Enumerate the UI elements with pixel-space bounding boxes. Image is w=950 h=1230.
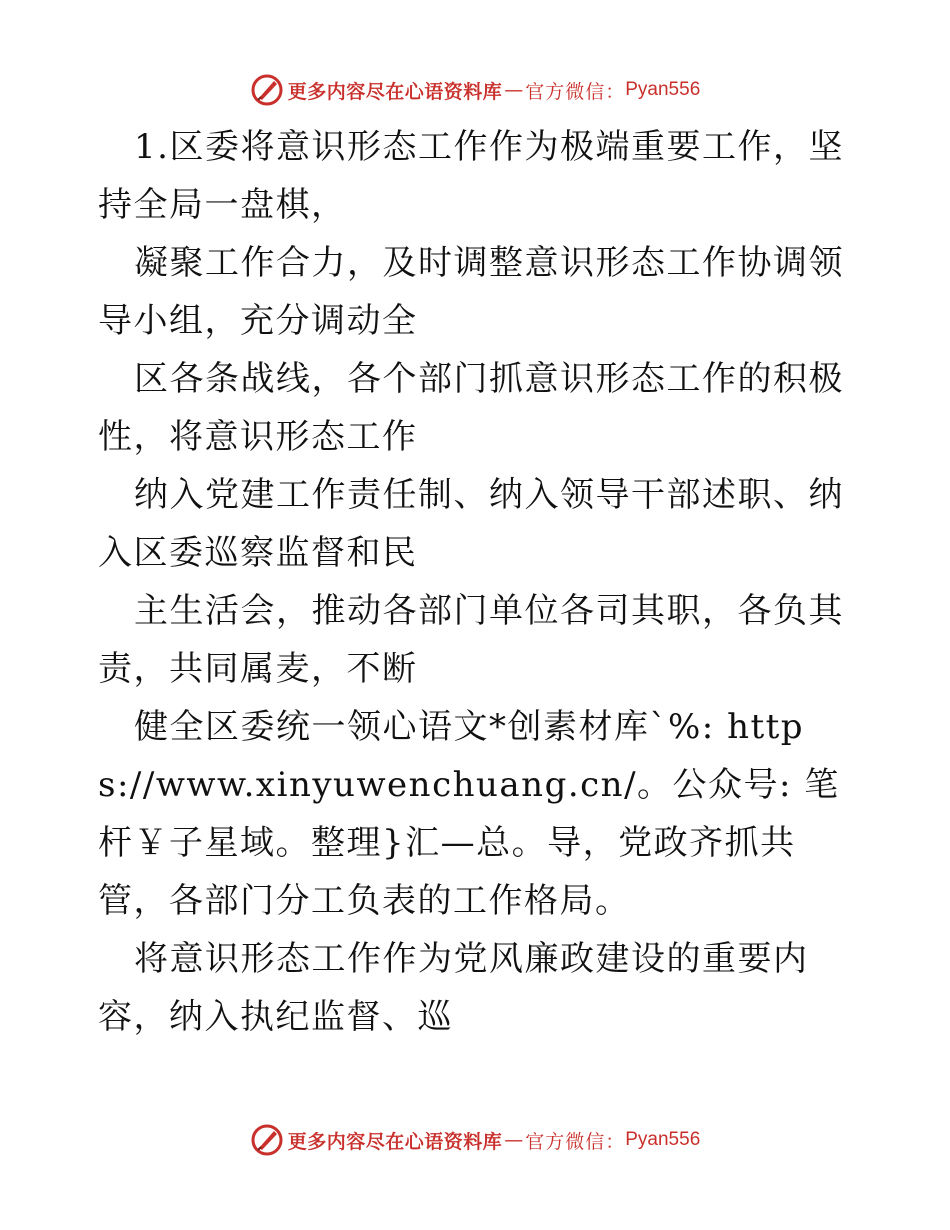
banner-main-text: 更多内容尽在心语资料库 xyxy=(287,80,503,103)
banner-main-text: 更多内容尽在心语资料库 xyxy=(287,1130,503,1153)
paragraph: 1.区委将意识形态工作作为极端重要工作，坚持全局一盘棋， xyxy=(98,127,844,225)
document-body xyxy=(98,118,858,1046)
banner-wechat-label: 官方微信： xyxy=(525,80,626,103)
footer-banner xyxy=(0,1120,950,1160)
quill-seal-icon xyxy=(250,73,284,107)
banner-dash: — xyxy=(504,1129,524,1151)
paragraph: 主生活会，推动各部门单位各司其职，各负其责，共同属麦，不断 xyxy=(98,591,844,689)
banner-wechat-handle: Pyan556 xyxy=(625,79,701,100)
paragraph: 纳入党建工作责任制、纳入领导干部述职、纳入区委巡察监督和民 xyxy=(98,475,844,573)
banner-wechat-label: 官方微信： xyxy=(525,1130,626,1153)
quill-seal-icon xyxy=(250,1123,284,1157)
paragraph: 凝聚工作合力，及时调整意识形态工作协调领导小组，充分调动全 xyxy=(98,243,844,341)
paragraph: 区各条战线，各个部门抓意识形态工作的积极性，将意识形态工作 xyxy=(98,359,844,457)
paragraph: 健全区委统一领心语文*创素材库`%: https://www.xinyuwenchuang.cn/。公众号: 笔杆￥子星域。整理}汇—总。导，党政齐抓共管，各部门分工负表的工作格局。 xyxy=(98,707,840,921)
paragraph: 将意识形态工作作为党风廉政建设的重要内容，纳入执纪监督、巡 xyxy=(98,939,809,1037)
header-banner xyxy=(0,70,950,110)
banner-wechat-handle: Pyan556 xyxy=(625,1129,701,1150)
banner-dash: — xyxy=(504,79,524,101)
